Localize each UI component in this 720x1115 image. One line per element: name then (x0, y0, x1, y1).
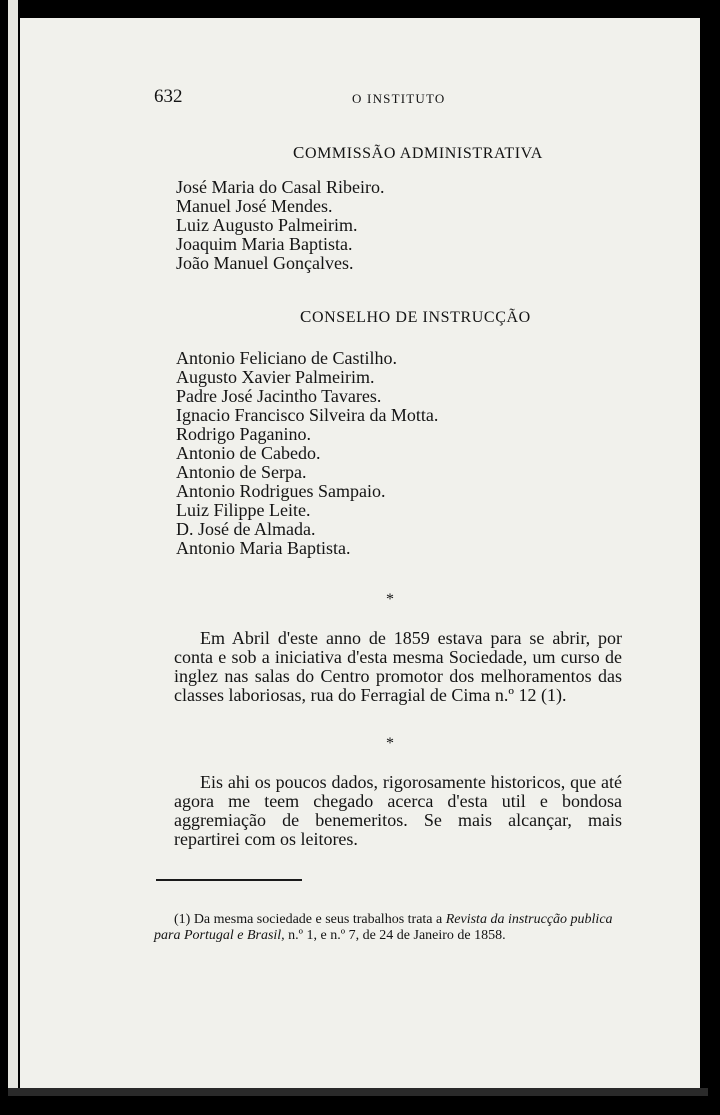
conselho-heading (300, 307, 531, 327)
heading-rest: OMMISSÃO ADMINISTRATIVA (304, 145, 543, 162)
book-page (20, 18, 700, 1088)
member-name: Antonio Rodrigues Sampaio. (176, 481, 386, 501)
running-title: O INSTITUTO (352, 91, 446, 106)
section-separator: * (386, 591, 394, 608)
footnote-tail: n.º 1, e n.º 7, de 24 de Janeiro de 1858. (284, 928, 506, 943)
heading-initial: C (300, 307, 312, 326)
commissao-members (176, 178, 384, 273)
member-name: Padre José Jacintho Tavares. (176, 386, 382, 406)
member-name: Rodrigo Paganino. (176, 424, 311, 444)
member-name: Joaquim Maria Baptista. (176, 234, 353, 254)
member-name: Antonio Feliciano de Castilho. (176, 348, 397, 368)
member-name: Luiz Augusto Palmeirim. (176, 215, 358, 235)
heading-rest: ONSELHO DE INSTRUCÇÃO (311, 309, 531, 326)
footnote (154, 912, 628, 944)
footnote-rule (156, 879, 302, 881)
member-name: Augusto Xavier Palmeirim. (176, 367, 375, 387)
member-name: Ignacio Francisco Silveira da Motta. (176, 405, 439, 425)
member-name: D. José de Almada. (176, 519, 316, 539)
page-left-edge (8, 0, 18, 1090)
heading-initial: C (293, 143, 305, 162)
member-name: Antonio de Cabedo. (176, 443, 321, 463)
section-separator: * (386, 735, 394, 752)
page-bottom-edge (8, 1088, 708, 1096)
conselho-members (176, 349, 438, 558)
footnote-journal: Revista da instrucção publica para Portugal e Brasil, (154, 912, 613, 943)
member-name: Antonio Maria Baptista. (176, 538, 351, 558)
member-name: Antonio de Serpa. (176, 462, 307, 482)
page-number: 632 (154, 86, 183, 107)
member-name: João Manuel Gonçalves. (176, 253, 354, 273)
commissao-heading (293, 143, 543, 163)
member-name: Luiz Filippe Leite. (176, 500, 311, 520)
body-paragraph-1: Em Abril d'este anno de 1859 estava para se abrir, por conta e sob a iniciativa d'esta mesma Sociedade, um curso de inglez nas salas do Centro promotor dos melhoramentos das classes laboriosas, rua do Ferragial de Cima n.º 12 (1). (174, 628, 622, 705)
footnote-lead: (1) Da mesma sociedade e seus trabalhos trata a (174, 912, 446, 927)
body-paragraph-2: Eis ahi os poucos dados, rigorosamente historicos, que até agora me teem chegado acerca d'esta util e bondosa aggremiação de benemeritos. Se mais alcançar, mais repartirei com os leitores. (174, 772, 622, 849)
member-name: Manuel José Mendes. (176, 196, 333, 216)
member-name: José Maria do Casal Ribeiro. (176, 177, 385, 197)
